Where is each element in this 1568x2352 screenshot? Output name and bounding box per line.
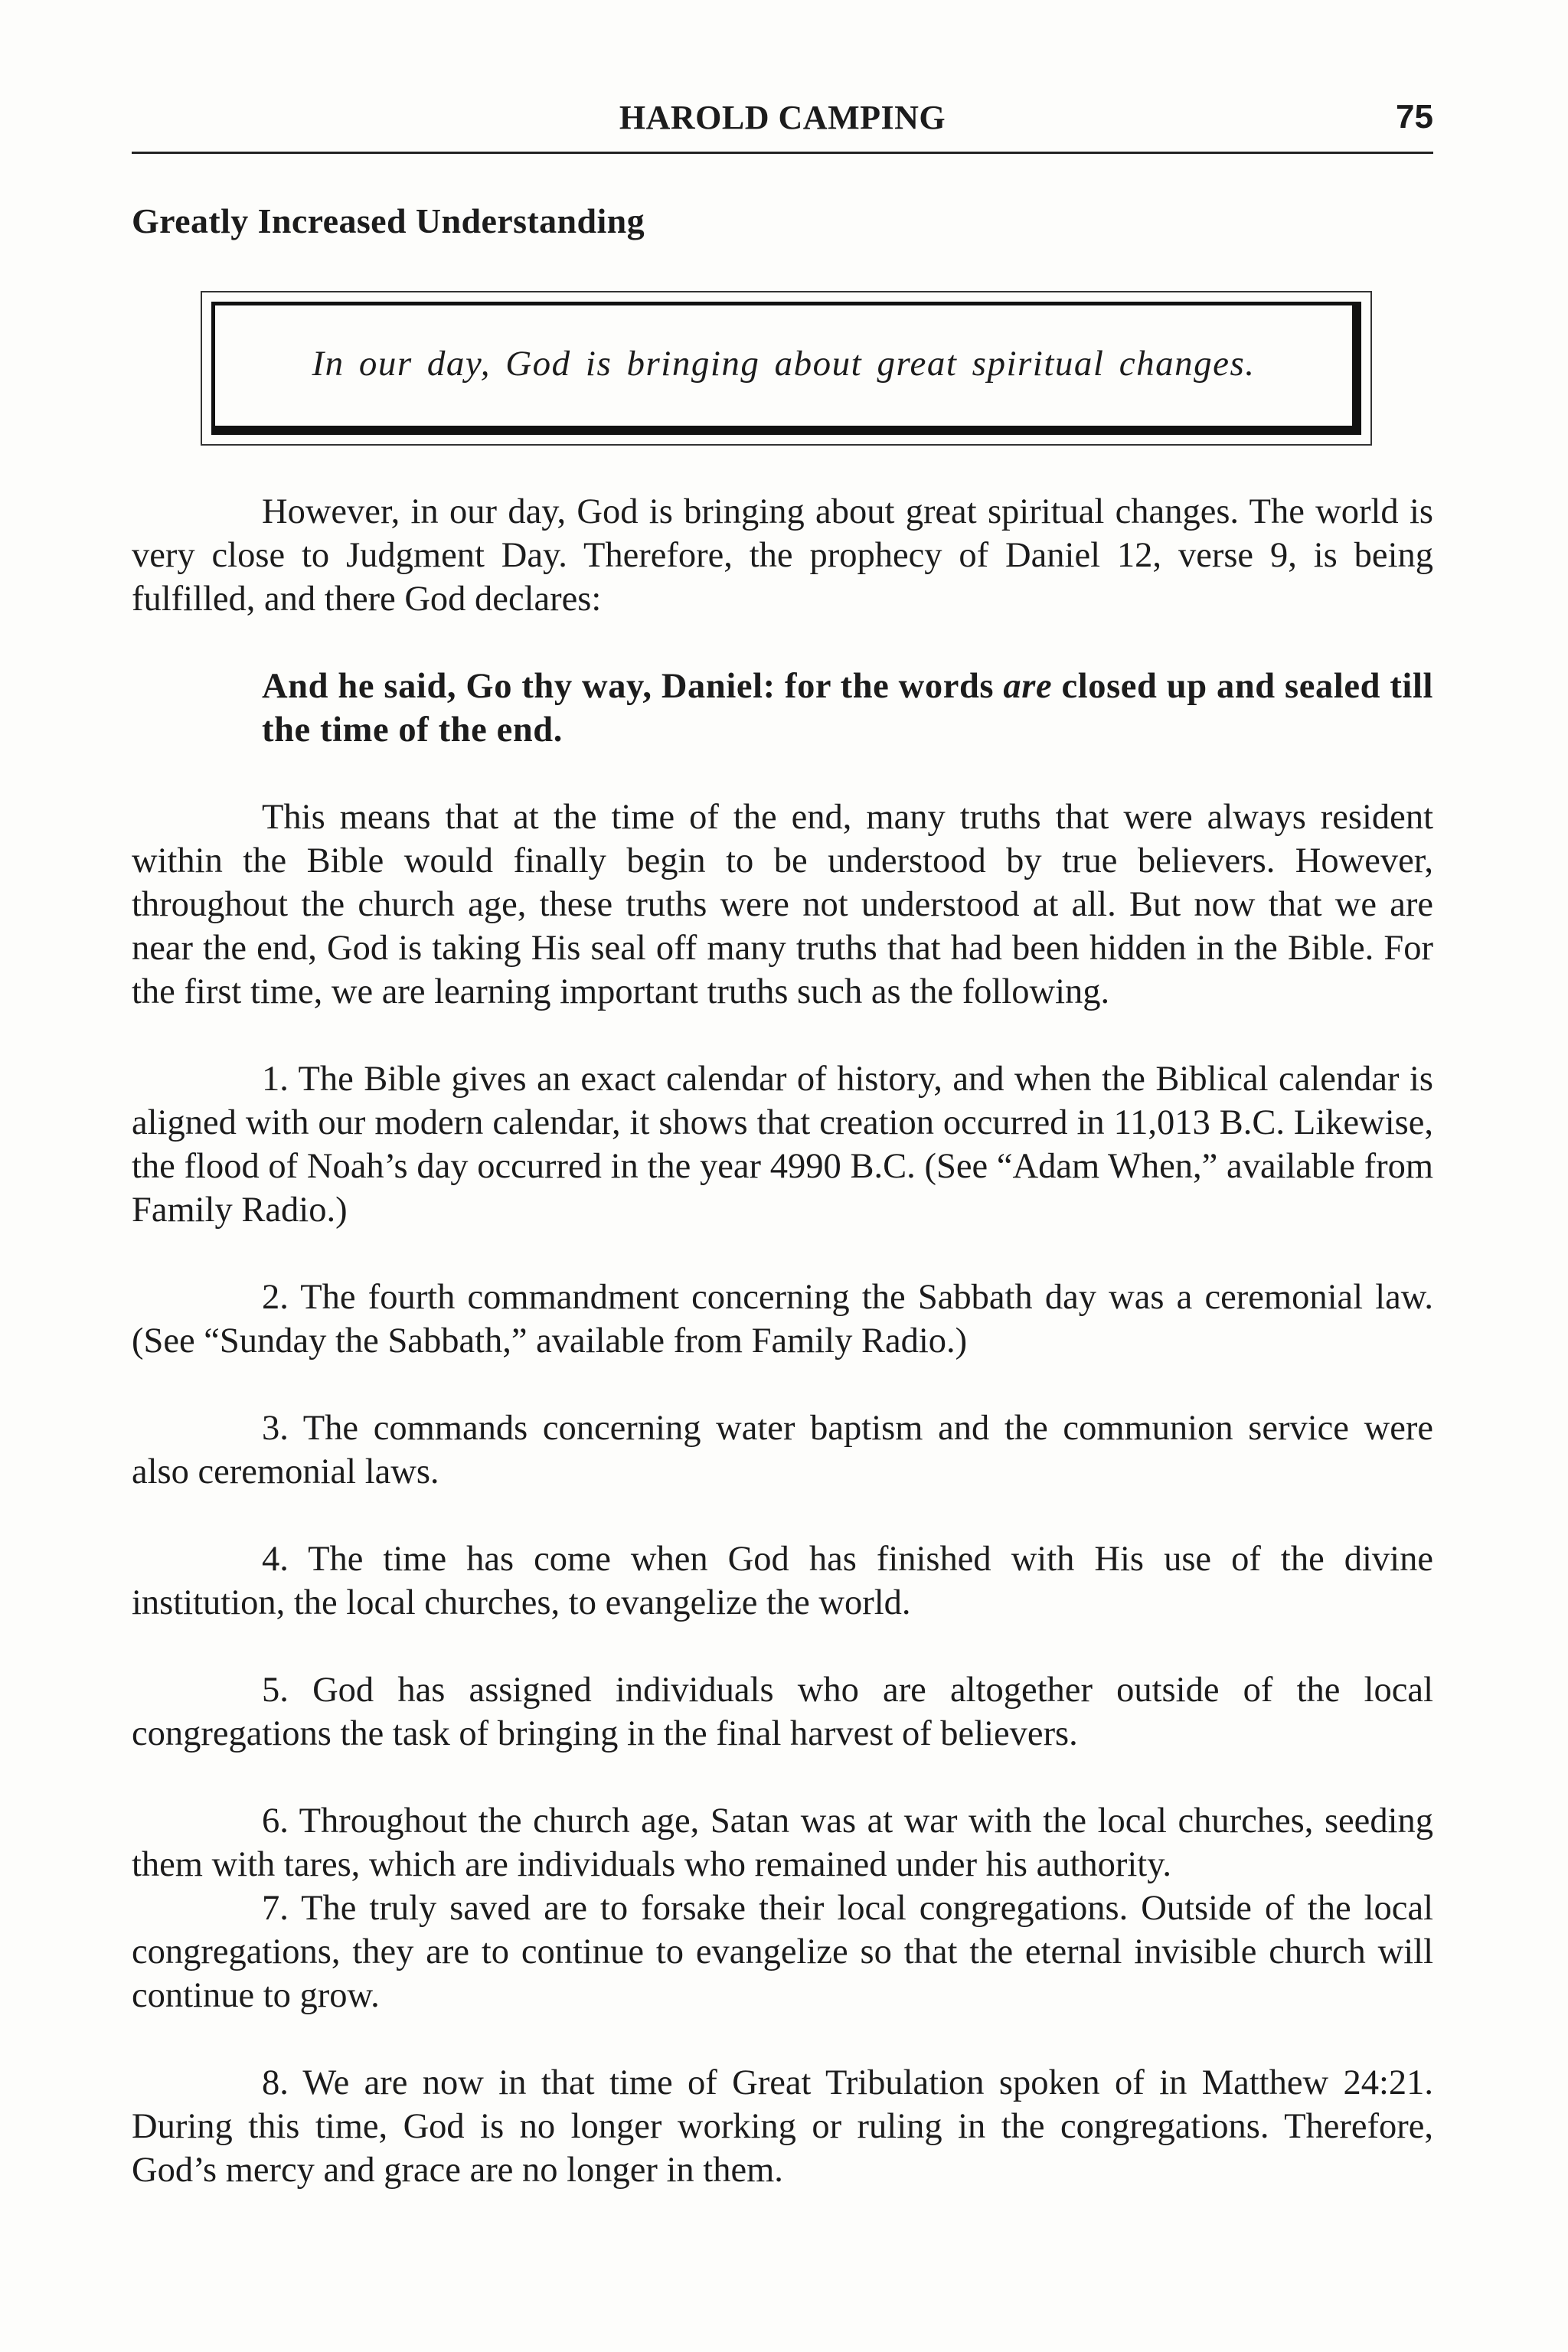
page-header — [132, 98, 1433, 152]
list-item: 2. The fourth commandment concerning the Sabbath day was a ceremonial law. (See “Sunday the Sabbath,” available from Family Radio.) — [132, 1278, 1433, 1361]
list-item: 1. The Bible gives an exact calendar of history, and when the Biblical calendar is aligned with our modern calendar, it shows that creation occurred in 11,013 B.C. Likewise, the flood of Noah’s day occurred in the year 4990 B.C. (See “Adam When,” available from Family Radio.) — [132, 1060, 1433, 1230]
list-item: 7. The truly saved are to forsake their local congregations. Outside of the local congregations, they are to continue to evangelize so that the eternal invisible church will continue to grow. — [132, 1889, 1433, 2015]
paragraph: This means that at the time of the end, many truths that were always resident within the Bible would finally begin to be understood by true believers. However, throughout the church age, these truths were not understood at all. But now that we are near the end, God is taking His seal off many truths that had been hidden in the Bible. For the first time, we are learning important truths such as the following. — [132, 798, 1433, 1011]
pullquote-text: In our day, God is bringing about great spiritual changes. — [312, 343, 1256, 384]
running-head: HAROLD CAMPING — [619, 99, 946, 136]
list-item: 5. God has assigned individuals who are altogether outside of the local congregations the task of bringing in the final harvest of believers. — [132, 1671, 1433, 1753]
page-number: 75 — [1396, 98, 1433, 136]
scripture-quote — [262, 665, 1433, 752]
list-item: 6. Throughout the church age, Satan was at war with the local churches, seeding them with tares, which are individuals who remained under his authority. — [132, 1802, 1433, 1884]
list-item: 3. The commands concerning water baptism and the communion service were also ceremonial laws. — [132, 1409, 1433, 1491]
scripture-italic-word: are — [1003, 667, 1053, 706]
body-text — [132, 490, 1433, 2192]
scripture-text: And he said, Go thy way, Daniel: for the words — [262, 667, 1004, 706]
section-heading: Greatly Increased Understanding — [132, 201, 645, 240]
scripture-text: closed up and sealed till the time of the end. — [262, 667, 1433, 750]
list-item: 8. We are now in that time of Great Tribulation spoken of in Matthew 24:21. During this time, God is no longer working or ruling in the congregations. Therefore, God’s mercy and grace are no longer in them. — [132, 2063, 1433, 2190]
paragraph: However, in our day, God is bringing about great spiritual changes. The world is very close to Judgment Day. Therefore, the prophecy of Daniel 12, verse 9, is being fulfilled, and there God declares: — [132, 492, 1433, 619]
header-rule — [132, 152, 1433, 154]
pullquote-box — [201, 291, 1372, 446]
list-item: 4. The time has come when God has finished with His use of the divine institution, the local churches, to evangelize the world. — [132, 1540, 1433, 1622]
pullquote-frame — [211, 302, 1361, 435]
